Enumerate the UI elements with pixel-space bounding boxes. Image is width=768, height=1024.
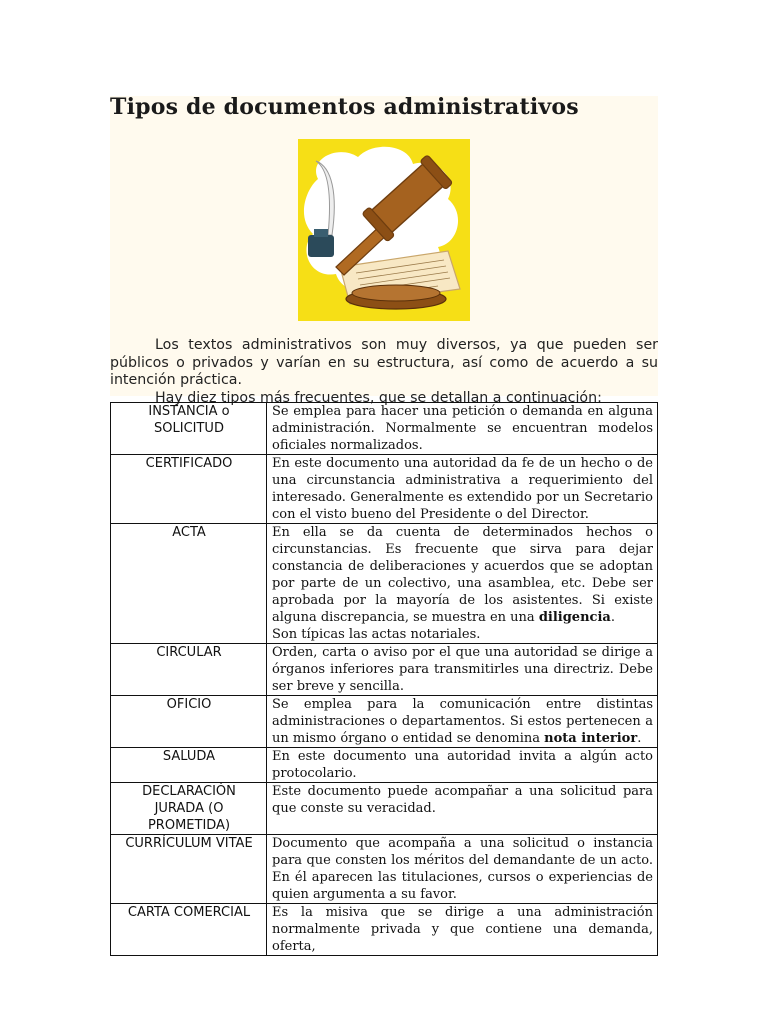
- doc-type-description: Documento que acompaña a una solicitud o instancia para que consten los méritos del demandante de un acto. En él aparecen las titulaciones, cursos o experiencias de quien argumenta a su favor.: [267, 835, 658, 904]
- table-row: [111, 524, 658, 644]
- desc-bold-term: diligencia: [538, 610, 611, 625]
- desc-text: En ella se da cuenta de determinados hechos o circunstancias. Es frecuente que sirva para dejar constancia de deliberaciones y acuerdos que se adoptan por parte de un colectivo, una asamblea, etc. Debe ser aprobada por la mayoría de los asistentes. Si existe alguna discrepancia, se muestra en una: [272, 525, 653, 625]
- table-row: [111, 835, 658, 904]
- intro-text: [110, 337, 658, 407]
- table-row: [111, 904, 658, 956]
- doc-type-name: OFICIO: [111, 696, 267, 748]
- desc-text: .: [610, 610, 615, 625]
- desc-text: Se emplea para la comunicación entre distintas administraciones o departamentos. Si estos pertenecen a un mismo órgano o entidad se denomina: [272, 697, 653, 746]
- doc-type-description: [267, 524, 658, 644]
- doc-type-name: SALUDA: [111, 748, 267, 783]
- page-title: Tipos de documentos administrativos: [110, 94, 579, 120]
- doc-type-name: CURRÍCULUM VITAE: [111, 835, 267, 904]
- doc-type-name: CIRCULAR: [111, 644, 267, 696]
- doc-type-description: Este documento puede acompañar a una solicitud para que conste su veracidad.: [267, 783, 658, 835]
- desc-bold-term: nota interior: [544, 731, 638, 746]
- doc-type-name: DECLARACIÓN JURADA (O PROMETIDA): [111, 783, 267, 835]
- gavel-image: [298, 139, 470, 321]
- desc-text: Son típicas las actas notariales.: [272, 627, 481, 642]
- table-row: [111, 748, 658, 783]
- table-row: [111, 403, 658, 455]
- gavel-icon: [298, 139, 470, 321]
- table-row: [111, 783, 658, 835]
- doc-type-name: ACTA: [111, 524, 267, 644]
- document-types-table-wrap: [110, 402, 660, 954]
- doc-type-name: INSTANCIA o SOLICITUD: [111, 403, 267, 455]
- desc-text: .: [637, 731, 642, 746]
- doc-type-description: Orden, carta o aviso por el que una autoridad se dirige a órganos inferiores para transmitirles una directriz. Debe ser breve y sencilla.: [267, 644, 658, 696]
- table-row: [111, 455, 658, 524]
- doc-type-description: En este documento una autoridad invita a algún acto protocolario.: [267, 748, 658, 783]
- doc-type-description: [267, 696, 658, 748]
- table-row: [111, 644, 658, 696]
- doc-type-description: Se emplea para hacer una petición o demanda en alguna administración. Normalmente se encuentran modelos oficiales normalizados.: [267, 403, 658, 455]
- doc-type-name: CERTIFICADO: [111, 455, 267, 524]
- table-row: [111, 696, 658, 748]
- doc-type-name: CARTA COMERCIAL: [111, 904, 267, 956]
- doc-type-description: En este documento una autoridad da fe de un hecho o de una circunstancia administrativa a requerimiento del interesado. Generalmente es extendido por un Secretario con el visto bueno del Presidente o del Director.: [267, 455, 658, 524]
- inkwell: [308, 235, 334, 257]
- doc-type-description: Es la misiva que se dirige a una administración normalmente privada y que contiene una demanda, oferta,: [267, 904, 658, 956]
- intro-paragraph-2: Hay diez tipos más frecuentes, que se detallan a continuación:: [155, 389, 602, 406]
- intro-paragraph-1: Los textos administrativos son muy diversos, ya que pueden ser públicos o privados y varían en su estructura, así como de acuerdo a su intención práctica.: [110, 337, 658, 388]
- document-types-table: [110, 402, 658, 956]
